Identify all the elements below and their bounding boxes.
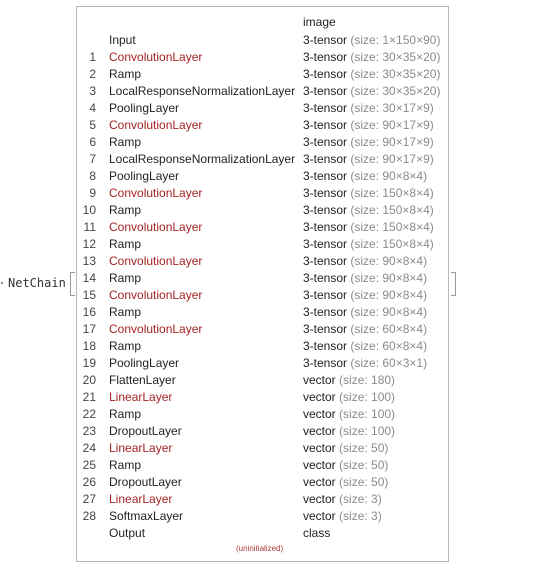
layer-output-type bbox=[303, 338, 427, 355]
layer-row bbox=[77, 321, 448, 338]
layer-row bbox=[77, 338, 448, 355]
layer-name: Ramp bbox=[109, 458, 142, 472]
layer-output-type bbox=[303, 491, 382, 508]
layer-type-text: vector bbox=[303, 475, 336, 489]
right-bracket bbox=[451, 272, 456, 296]
layer-row bbox=[77, 525, 448, 542]
layer-type-text: vector bbox=[303, 407, 336, 421]
layer-size-text: (size: 100) bbox=[339, 390, 396, 404]
layer-type-text: 3-tensor bbox=[303, 101, 348, 115]
layer-row bbox=[77, 151, 448, 168]
layer-output-type bbox=[303, 100, 434, 117]
layer-output-type bbox=[303, 372, 395, 389]
netchain-summary-panel[interactable] bbox=[76, 6, 449, 562]
layer-index: 10 bbox=[82, 203, 96, 217]
layer-output-type bbox=[303, 168, 427, 185]
layer-output-type bbox=[303, 134, 434, 151]
layer-output-type bbox=[303, 236, 434, 253]
layer-row bbox=[77, 474, 448, 491]
layer-type-text: vector bbox=[303, 373, 336, 387]
left-bracket bbox=[70, 272, 75, 296]
layer-row bbox=[77, 253, 448, 270]
layer-row bbox=[77, 355, 448, 372]
layer-output-type bbox=[303, 474, 388, 491]
layer-index: 2 bbox=[89, 67, 96, 81]
layer-row bbox=[77, 389, 448, 406]
layer-row bbox=[77, 134, 448, 151]
layer-output-type bbox=[303, 219, 434, 236]
layer-name: LinearLayer bbox=[109, 492, 173, 506]
layer-index: 7 bbox=[89, 152, 96, 166]
layer-type-text: vector bbox=[303, 424, 336, 438]
layer-size-text: (size: 30×17×9) bbox=[350, 101, 434, 115]
layer-output-type bbox=[303, 185, 434, 202]
layer-row bbox=[77, 457, 448, 474]
layer-row bbox=[77, 32, 448, 49]
layer-type-text: 3-tensor bbox=[303, 84, 348, 98]
layer-output-type bbox=[303, 440, 388, 457]
layer-type-text: 3-tensor bbox=[303, 203, 348, 217]
layer-size-text: (size: 100) bbox=[339, 407, 396, 421]
layer-row bbox=[77, 185, 448, 202]
layer-name: DropoutLayer bbox=[109, 475, 182, 489]
layer-type-text: 3-tensor bbox=[303, 152, 348, 166]
layer-index: 23 bbox=[82, 424, 96, 438]
layer-size-text: (size: 90×8×4) bbox=[350, 271, 428, 285]
layer-output-type bbox=[303, 508, 382, 525]
layer-output-type bbox=[303, 389, 395, 406]
layer-name: FlattenLayer bbox=[109, 373, 176, 387]
layer-output-type bbox=[303, 457, 388, 474]
layer-type-text: vector bbox=[303, 390, 336, 404]
layer-type-text: vector bbox=[303, 509, 336, 523]
layer-row bbox=[77, 117, 448, 134]
layer-name: LocalResponseNormalizationLayer bbox=[109, 84, 296, 98]
layer-row bbox=[77, 491, 448, 508]
layer-output-type bbox=[303, 355, 427, 372]
layer-row bbox=[77, 66, 448, 83]
layer-row bbox=[77, 423, 448, 440]
layer-row bbox=[77, 236, 448, 253]
layer-index: 15 bbox=[82, 288, 96, 302]
layer-name: DropoutLayer bbox=[109, 424, 182, 438]
layer-index: 1 bbox=[89, 50, 96, 64]
cell-marker-dot bbox=[1, 282, 3, 284]
layer-output-type bbox=[303, 406, 395, 423]
layer-type-text: 3-tensor bbox=[303, 135, 348, 149]
layer-type-text: 3-tensor bbox=[303, 339, 348, 353]
layer-type-text: 3-tensor bbox=[303, 305, 348, 319]
layer-size-text: (size: 90×17×9) bbox=[350, 118, 434, 132]
layer-size-text: (size: 90×8×4) bbox=[350, 169, 428, 183]
layer-type-text: vector bbox=[303, 458, 336, 472]
layer-size-text: (size: 90×17×9) bbox=[350, 135, 434, 149]
layer-index: 14 bbox=[82, 271, 96, 285]
layer-name: ConvolutionLayer bbox=[109, 220, 203, 234]
layer-name: Ramp bbox=[109, 135, 142, 149]
layer-size-text: (size: 60×8×4) bbox=[350, 322, 428, 336]
layer-size-text: (size: 3) bbox=[339, 492, 382, 506]
layer-name: ConvolutionLayer bbox=[109, 322, 203, 336]
layer-name: Ramp bbox=[109, 339, 142, 353]
layer-row bbox=[77, 49, 448, 66]
layer-size-text: (size: 1×150×90) bbox=[350, 33, 441, 47]
layer-output-type bbox=[303, 83, 440, 100]
layer-size-text: (size: 90×8×4) bbox=[350, 254, 428, 268]
layer-name: Output bbox=[109, 526, 146, 540]
layer-name: PoolingLayer bbox=[109, 169, 180, 183]
layer-name: ConvolutionLayer bbox=[109, 118, 203, 132]
layer-index: 13 bbox=[82, 254, 96, 268]
layer-index: 28 bbox=[82, 509, 96, 523]
layer-index: 5 bbox=[89, 118, 96, 132]
layer-output-type bbox=[303, 423, 395, 440]
layer-row bbox=[77, 219, 448, 236]
layer-type-text: 3-tensor bbox=[303, 288, 348, 302]
layer-size-text: (size: 90×17×9) bbox=[350, 152, 434, 166]
layer-size-text: (size: 3) bbox=[339, 509, 382, 523]
layer-size-text: (size: 100) bbox=[339, 424, 396, 438]
layer-size-text: (size: 60×3×1) bbox=[350, 356, 428, 370]
layer-index: 22 bbox=[82, 407, 96, 421]
layer-name: Ramp bbox=[109, 271, 142, 285]
layer-type-text: 3-tensor bbox=[303, 33, 348, 47]
layer-row bbox=[77, 270, 448, 287]
layer-name: ConvolutionLayer bbox=[109, 186, 203, 200]
layer-size-text: (size: 50) bbox=[339, 475, 389, 489]
layer-row bbox=[77, 83, 448, 100]
layer-name: Ramp bbox=[109, 67, 142, 81]
layer-row bbox=[77, 168, 448, 185]
layer-size-text: (size: 150×8×4) bbox=[350, 203, 434, 217]
layer-type-text: vector bbox=[303, 492, 336, 506]
layer-row bbox=[77, 304, 448, 321]
layer-index: 24 bbox=[82, 441, 96, 455]
layer-name: LinearLayer bbox=[109, 390, 173, 404]
layer-index: 19 bbox=[82, 356, 96, 370]
layer-size-text: (size: 150×8×4) bbox=[350, 186, 434, 200]
layer-name: Ramp bbox=[109, 203, 142, 217]
layer-size-text: (size: 30×35×20) bbox=[350, 67, 441, 81]
layer-index: 8 bbox=[89, 169, 96, 183]
layer-name: Ramp bbox=[109, 407, 142, 421]
layer-row bbox=[77, 372, 448, 389]
layer-output-type bbox=[303, 49, 440, 66]
layer-index: 25 bbox=[82, 458, 96, 472]
layer-type-text: 3-tensor bbox=[303, 67, 348, 81]
layer-type-text: 3-tensor bbox=[303, 118, 348, 132]
layer-size-text: (size: 90×8×4) bbox=[350, 288, 428, 302]
layer-index: 21 bbox=[82, 390, 96, 404]
layer-output-type bbox=[303, 253, 427, 270]
layer-name: Ramp bbox=[109, 305, 142, 319]
layer-output-type bbox=[303, 66, 440, 83]
layer-size-text: (size: 180) bbox=[339, 373, 396, 387]
layer-name: PoolingLayer bbox=[109, 356, 180, 370]
layer-type-text: 3-tensor bbox=[303, 271, 348, 285]
layer-index: 4 bbox=[89, 101, 96, 115]
layer-name: LinearLayer bbox=[109, 441, 173, 455]
layer-output-type bbox=[303, 321, 427, 338]
layer-index: 26 bbox=[82, 475, 96, 489]
layer-index: 27 bbox=[82, 492, 96, 506]
layer-index: 16 bbox=[82, 305, 96, 319]
layer-name: ConvolutionLayer bbox=[109, 254, 203, 268]
layer-type-text: 3-tensor bbox=[303, 237, 348, 251]
layer-output-type bbox=[303, 117, 434, 134]
layer-index: 3 bbox=[89, 84, 96, 98]
netchain-head: NetChain bbox=[8, 276, 66, 290]
layer-size-text: (size: 60×8×4) bbox=[350, 339, 428, 353]
layer-type-text: 3-tensor bbox=[303, 220, 348, 234]
layer-name: Input bbox=[109, 33, 136, 47]
layer-index: 11 bbox=[83, 220, 96, 234]
layer-size-text: (size: 50) bbox=[339, 441, 389, 455]
layer-output-type bbox=[303, 151, 434, 168]
layer-type-text: 3-tensor bbox=[303, 322, 348, 336]
layer-size-text: (size: 50) bbox=[339, 458, 389, 472]
initialization-status: (uninitialized) bbox=[236, 544, 284, 553]
layer-row bbox=[77, 440, 448, 457]
layer-size-text: (size: 30×35×20) bbox=[350, 50, 441, 64]
layer-name: SoftmaxLayer bbox=[109, 509, 184, 523]
layer-row bbox=[77, 406, 448, 423]
layer-row bbox=[77, 100, 448, 117]
layer-output-type bbox=[303, 270, 427, 287]
layer-index: 6 bbox=[89, 135, 96, 149]
layer-type-text: 3-tensor bbox=[303, 254, 348, 268]
layer-index: 12 bbox=[82, 237, 96, 251]
layer-type-text: 3-tensor bbox=[303, 356, 348, 370]
layer-size-text: (size: 150×8×4) bbox=[350, 237, 434, 251]
layer-size-text: (size: 150×8×4) bbox=[350, 220, 434, 234]
layer-type-text: 3-tensor bbox=[303, 186, 348, 200]
layer-index: 18 bbox=[82, 339, 96, 353]
layer-output-type bbox=[303, 287, 427, 304]
layer-output-type bbox=[303, 32, 440, 49]
layer-name: PoolingLayer bbox=[109, 101, 180, 115]
layer-name: ConvolutionLayer bbox=[109, 288, 203, 302]
layer-type-text: class bbox=[303, 526, 331, 540]
port-header-image: image bbox=[303, 15, 336, 29]
layer-type-text: 3-tensor bbox=[303, 50, 348, 64]
layer-name: ConvolutionLayer bbox=[109, 50, 203, 64]
layer-name: Ramp bbox=[109, 237, 142, 251]
layer-name: LocalResponseNormalizationLayer bbox=[109, 152, 296, 166]
layer-type-text: 3-tensor bbox=[303, 169, 348, 183]
layer-output-type bbox=[303, 202, 434, 219]
layer-output-type bbox=[303, 525, 330, 542]
layer-index: 9 bbox=[89, 186, 96, 200]
layer-row bbox=[77, 202, 448, 219]
layer-type-text: vector bbox=[303, 441, 336, 455]
layer-index: 17 bbox=[82, 322, 96, 336]
layer-row bbox=[77, 508, 448, 525]
layer-index: 20 bbox=[82, 373, 96, 387]
layer-output-type bbox=[303, 304, 427, 321]
layer-row bbox=[77, 287, 448, 304]
layer-size-text: (size: 90×8×4) bbox=[350, 305, 428, 319]
layer-size-text: (size: 30×35×20) bbox=[350, 84, 441, 98]
